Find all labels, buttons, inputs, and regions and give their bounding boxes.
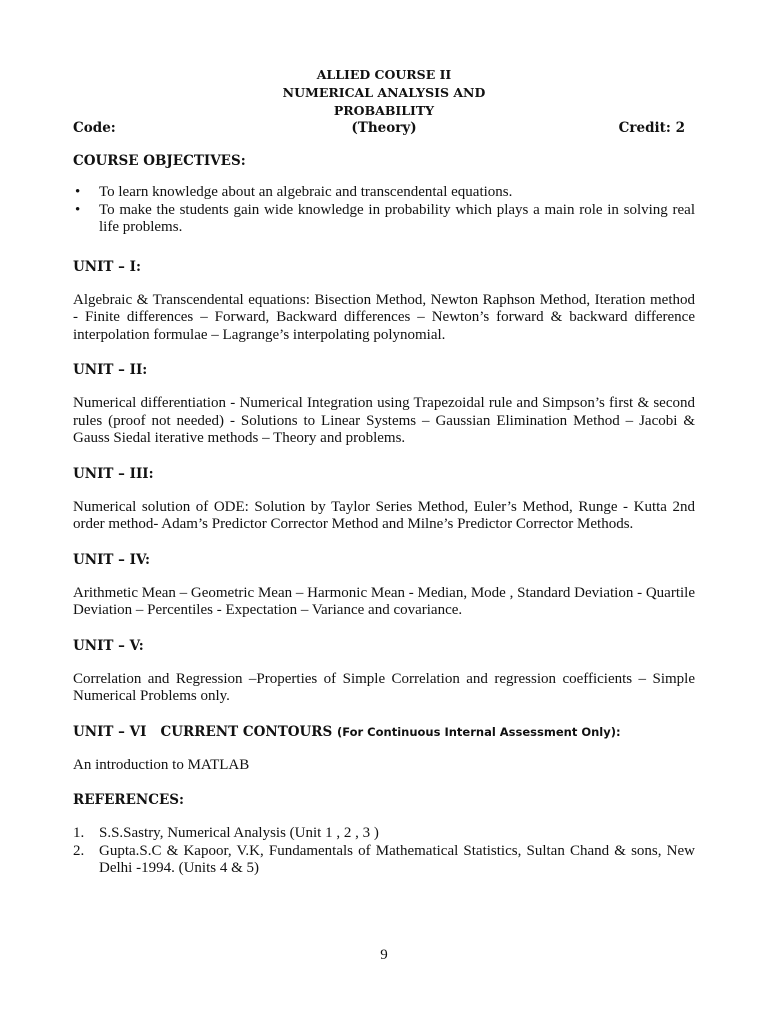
unit-1-heading: UNIT – I: bbox=[73, 258, 141, 275]
course-title-1: ALLIED COURSE II bbox=[316, 67, 452, 82]
page-number: 9 bbox=[380, 947, 388, 963]
unit-5-heading: UNIT – V: bbox=[73, 637, 144, 654]
unit-4-text: Arithmetic Mean – Geometric Mean – Harmonic Mean - Median, Mode , Standard Deviation - Quartile Deviation – Percentiles - Expectation – Variance and covariance. bbox=[73, 584, 695, 618]
unit-6-text: An introduction to MATLAB bbox=[73, 756, 250, 773]
credit-label: Credit: 2 bbox=[618, 120, 685, 136]
reference-item: 2. Gupta.S.C & Kapoor, V.K, Fundamentals of Mathematical Statistics, Sultan Chand & sons, New Delhi -1994. (Units 4 & 5) bbox=[73, 842, 695, 876]
reference-item: 1. S.S.Sastry, Numerical Analysis (Unit 1 , 2 , 3 ) bbox=[73, 825, 379, 841]
objective-item: • To make the students gain wide knowledge in probability which plays a main role in solving real life problems. bbox=[73, 202, 695, 237]
unit-3-heading: UNIT – III: bbox=[73, 465, 154, 482]
unit-3-text: Numerical solution of ODE: Solution by Taylor Series Method, Euler’s Method, Runge - Kutta 2nd order method- Adam’s Predictor Corrector Method and Milne’s Predictor Corrector Methods. bbox=[73, 498, 695, 532]
unit-6-heading bbox=[73, 723, 695, 741]
course-title-2: NUMERICAL ANALYSIS AND bbox=[282, 85, 486, 100]
objective-item: • To learn knowledge about an algebraic and transcendental equations. bbox=[73, 184, 695, 202]
unit-6-title: UNIT – VI CURRENT CONTOURS bbox=[73, 723, 333, 740]
unit-6-note: (For Continuous Internal Assessment Only): bbox=[336, 724, 621, 739]
unit-4-heading: UNIT – IV: bbox=[73, 551, 151, 568]
document-page bbox=[73, 66, 695, 878]
course-title-3: PROBABILITY bbox=[333, 103, 435, 118]
objectives-list bbox=[73, 184, 695, 237]
code-line bbox=[73, 120, 695, 140]
unit-1-text: Algebraic & Transcendental equations: Bisection Method, Newton Raphson Method, Iteration method - Finite differences – Forward, Backward differences – Newton’s forward & backward difference interpolation formulae – Lagrange’s interpolating polynomial. bbox=[73, 291, 695, 343]
unit-2-text: Numerical differentiation - Numerical Integration using Trapezoidal rule and Simpson’s first & second rules (proof not needed) - Solutions to Linear Systems – Gaussian Elimination Method – Jacobi & Gauss Siedal iterative methods – Theory and problems. bbox=[73, 395, 695, 446]
references-heading: REFERENCES: bbox=[73, 792, 184, 808]
theory-label: (Theory) bbox=[351, 120, 417, 136]
objectives-heading: COURSE OBJECTIVES: bbox=[73, 153, 246, 169]
code-label: Code: bbox=[73, 120, 116, 136]
unit-2-heading: UNIT – II: bbox=[73, 362, 148, 378]
unit-5-text: Correlation and Regression –Properties of Simple Correlation and regression coefficients – Simple Numerical Problems only. bbox=[73, 670, 695, 704]
references-list bbox=[73, 825, 695, 878]
